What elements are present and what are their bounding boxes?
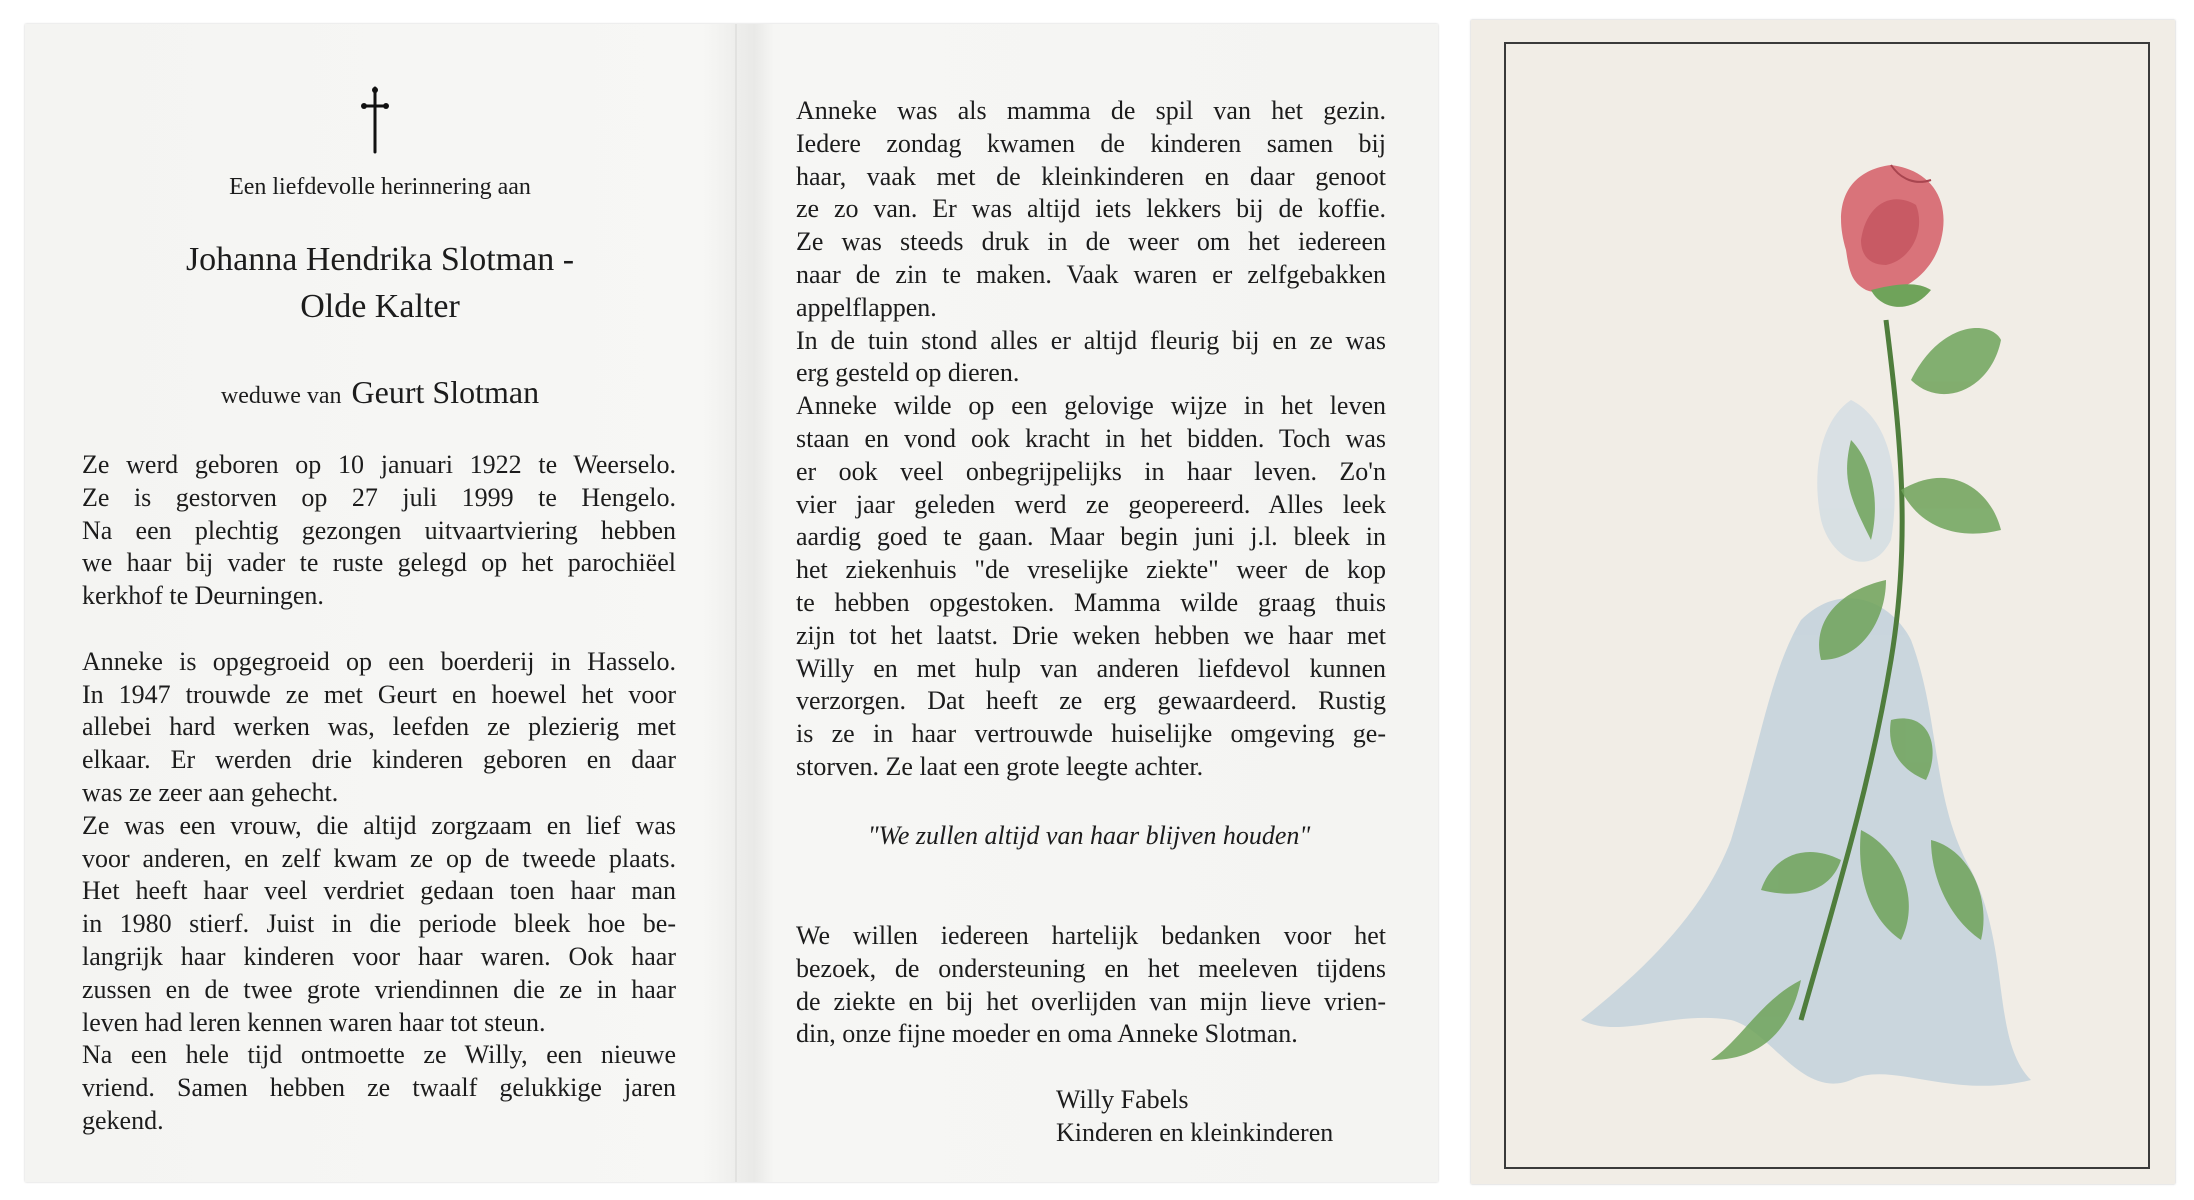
text-line: kerkhof te Deurningen. [82, 581, 324, 611]
text-line: voor anderen, en zelf kwam ze op de tweede plaats. [82, 843, 676, 873]
text-line: storven. Ze laat een grote leegte achter. [796, 751, 1204, 781]
text-line: naar de zin te maken. Vaak waren er zelfgebakken [796, 259, 1386, 289]
text-line: allebei hard werken was, leefden ze plezierig met [82, 712, 676, 742]
widow-line [25, 374, 735, 411]
rose-illustration [1471, 20, 2175, 1184]
intro-text: Een liefdevolle herinnering aan [229, 174, 531, 200]
signature-line-1: Willy Fabels [1056, 1085, 1189, 1114]
text-line: bezoek, de ondersteuning en het meeleven tijdens [796, 953, 1386, 983]
text-line: appelflappen. [796, 292, 937, 322]
widow-prefix: weduwe van [220, 383, 342, 409]
text-line: is ze in haar vertrouwde huiselijke omgeving ge- [796, 719, 1386, 749]
text-line: Iedere zondag kwamen de kinderen samen bij [796, 128, 1386, 158]
text-line: leven had leren kennen waren haar tot steun. [82, 1007, 546, 1037]
memories-column [796, 95, 1386, 784]
text-line: vier jaar geleden werd ze geopereerd. Alles leek [796, 489, 1386, 519]
text-line: ze zo van. Er was altijd iets lekkers bij de koffie. [796, 194, 1386, 224]
memorial-card-inside [25, 24, 1438, 1182]
text-line: Ze was een vrouw, die altijd zorgzaam en lief was [82, 810, 676, 840]
text-line: gekend. [82, 1105, 164, 1135]
rose-bloom [1841, 165, 1944, 307]
text-line: din, onze fijne moeder en oma Anneke Slotman. [796, 1019, 1298, 1049]
text-line: Anneke wilde op een gelovige wijze in het leven [796, 391, 1386, 421]
text-line: er ook veel onbegrijpelijks in haar leven. Zo'n [796, 456, 1386, 486]
biography-column [82, 449, 676, 1138]
text-line: aardig goed te gaan. Maar begin juni j.l. bleek in [796, 522, 1386, 552]
deceased-name-line2: Olde Kalter [300, 288, 460, 325]
text-line: staan en vond ook kracht in het bidden. Toch was [796, 423, 1386, 453]
text-line: in 1980 stierf. Juist in die periode bleek hoe be- [82, 909, 676, 939]
text-line: de ziekte en bij het overlijden van mijn lieve vrien- [796, 986, 1386, 1016]
text-line: was ze zeer aan gehecht. [82, 777, 339, 807]
text-line: Na een plechtig gezongen uitvaartviering hebben [82, 515, 676, 545]
text-line: het ziekenhuis "de vreselijke ziekte" weer de kop [796, 555, 1386, 585]
text-line: In 1947 trouwde ze met Geurt en hoewel het voor [82, 679, 676, 709]
text-line: Ze werd geboren op 10 januari 1922 te Weerselo. [82, 450, 676, 479]
memorial-card-cover [1471, 20, 2175, 1184]
cross-icon [360, 86, 390, 154]
signature-line-2: Kinderen en kleinkinderen [1056, 1117, 1334, 1147]
text-line: Willy en met hulp van anderen liefdevol kunnen [796, 653, 1386, 683]
text-line: We willen iedereen hartelijk bedanken voor het [796, 921, 1386, 950]
quote: "We zullen altijd van haar blijven houden" [867, 821, 1311, 850]
deceased-name-line1: Johanna Hendrika Slotman - [185, 241, 575, 278]
text-line: we haar bij vader te ruste gelegd op het parochiëel [82, 548, 676, 578]
text-line: Ze is gestorven op 27 juli 1999 te Hengelo. [82, 482, 676, 512]
text-line: Anneke is opgegroeid op een boerderij in Hasselo. [82, 646, 676, 676]
text-line: Anneke was als mamma de spil van het gezin. [796, 96, 1386, 125]
text-line: In de tuin stond alles er altijd fleurig bij en ze was [796, 325, 1386, 355]
text-line: elkaar. Er werden drie kinderen geboren en daar [82, 745, 676, 775]
text-line: haar, vaak met de kleinkinderen en daar genoot [796, 161, 1386, 191]
text-line: zijn tot het laatst. Drie weken hebben we haar met [796, 620, 1386, 650]
text-line: Na een hele tijd ontmoette ze Willy, een nieuwe [82, 1040, 676, 1070]
text-line: erg gesteld op dieren. [796, 358, 1020, 388]
text-line: Ze was steeds druk in de weer om het iedereen [796, 227, 1386, 257]
paragraph-gap [82, 613, 676, 646]
text-line: Het heeft haar veel verdriet gedaan toen haar man [82, 876, 676, 906]
text-line: langrijk haar kinderen voor haar waren. Ook haar [82, 941, 676, 971]
text-line: verzorgen. Dat heeft ze erg gewaardeerd. Rustig [796, 686, 1386, 716]
thanks-paragraph [796, 920, 1386, 1051]
text-line: te hebben opgestoken. Mamma wilde graag thuis [796, 587, 1386, 617]
text-line: zussen en de twee grote vriendinnen die ze in haar [82, 974, 676, 1004]
text-line: vriend. Samen hebben ze twaalf gelukkige jaren [82, 1073, 676, 1103]
widow-name: Geurt Slotman [351, 374, 540, 410]
card-fold [735, 24, 737, 1182]
signature [1056, 1084, 1333, 1150]
